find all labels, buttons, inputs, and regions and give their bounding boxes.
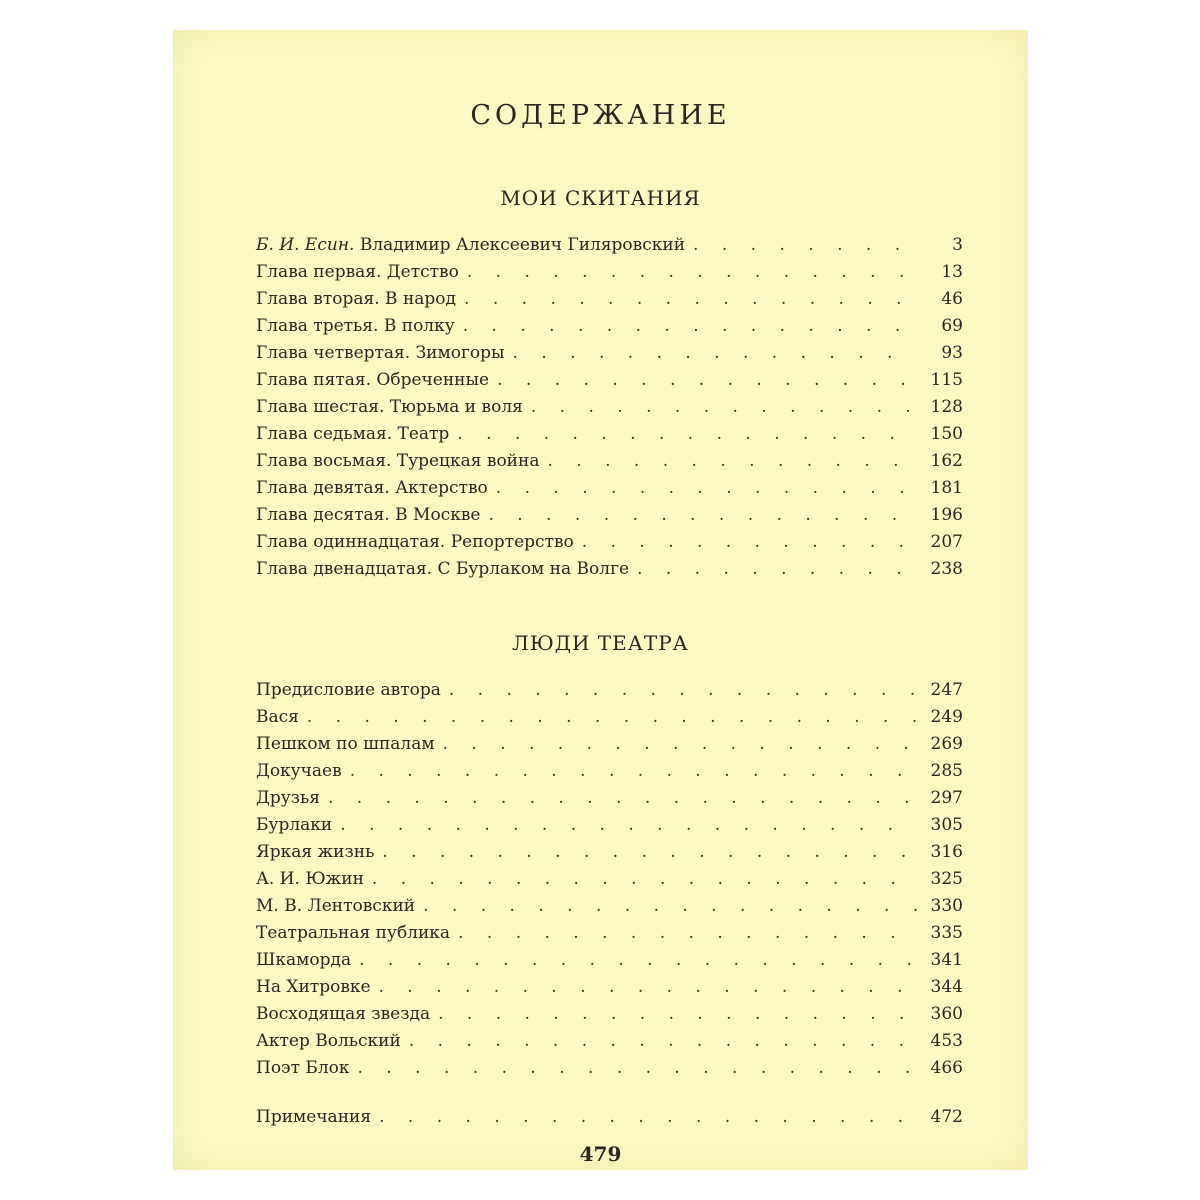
toc-entry-title: Примечания bbox=[256, 1107, 372, 1127]
toc-entry bbox=[256, 893, 963, 920]
toc-entry bbox=[256, 367, 963, 394]
toc-entry-title: Глава девятая. Актерство bbox=[256, 478, 488, 498]
toc-entry-page: 316 bbox=[930, 842, 963, 862]
toc-list-moi-skitaniya bbox=[256, 232, 963, 583]
toc-entry bbox=[256, 731, 963, 758]
dot-leader bbox=[488, 502, 917, 529]
toc-entry bbox=[256, 920, 963, 947]
dot-leader bbox=[513, 340, 917, 367]
toc-entry bbox=[256, 232, 963, 259]
toc-entry bbox=[256, 812, 963, 839]
toc-entry-title: Поэт Блок bbox=[256, 1058, 350, 1078]
toc-list-lyudi-teatra bbox=[256, 677, 963, 1082]
toc-entry bbox=[256, 974, 963, 1001]
toc-entry-page: 69 bbox=[941, 316, 963, 336]
dot-leader bbox=[637, 556, 917, 583]
toc-entry-title: М. В. Лентовский bbox=[256, 896, 416, 916]
toc-entry-page: 13 bbox=[941, 262, 963, 282]
toc-entry-title: Глава вторая. В народ bbox=[256, 289, 457, 309]
toc-entry bbox=[256, 529, 963, 556]
dot-leader bbox=[547, 448, 917, 475]
toc-entry-title: Шкаморда bbox=[256, 950, 352, 970]
dot-leader bbox=[359, 947, 917, 974]
toc-entry-page: 344 bbox=[930, 977, 963, 997]
toc-entry-author: Б. И. Есин. bbox=[256, 235, 355, 255]
toc-entry-title: Глава первая. Детство bbox=[256, 262, 459, 282]
dot-leader bbox=[464, 286, 917, 313]
dot-leader bbox=[379, 974, 917, 1001]
toc-entry bbox=[256, 313, 963, 340]
toc-entry-title: А. И. Южин bbox=[256, 869, 364, 889]
book-page bbox=[173, 30, 1028, 1170]
toc-entry-title: Глава третья. В полку bbox=[256, 316, 455, 336]
toc-entry bbox=[256, 758, 963, 785]
toc-entry-notes bbox=[256, 1104, 963, 1131]
dot-leader bbox=[350, 758, 917, 785]
toc-entry-title: Глава двенадцатая. С Бурлаком на Волге bbox=[256, 559, 630, 579]
page-number: 479 bbox=[579, 1142, 622, 1166]
toc-entry-page: 249 bbox=[930, 707, 963, 727]
toc-entry-title: Глава десятая. В Москве bbox=[256, 505, 481, 525]
toc-entry-title: На Хитровке bbox=[256, 977, 371, 997]
toc-entry-page: 297 bbox=[930, 788, 963, 808]
toc-entry bbox=[256, 1001, 963, 1028]
toc-entry bbox=[256, 947, 963, 974]
dot-leader bbox=[358, 1055, 917, 1082]
dot-leader bbox=[382, 839, 917, 866]
toc-entry bbox=[256, 340, 963, 367]
dot-leader bbox=[423, 893, 917, 920]
toc-entry-title: Глава одиннадцатая. Репортерство bbox=[256, 532, 574, 552]
dot-leader bbox=[307, 704, 917, 731]
toc-entry-page: 238 bbox=[930, 559, 963, 579]
toc-entry bbox=[256, 556, 963, 583]
toc-entry-title: Друзья bbox=[256, 788, 320, 808]
dot-leader bbox=[328, 785, 917, 812]
toc-list-notes bbox=[256, 1104, 963, 1131]
toc-entry bbox=[256, 421, 963, 448]
toc-entry bbox=[256, 785, 963, 812]
dot-leader bbox=[379, 1104, 917, 1131]
toc-entry-page: 269 bbox=[930, 734, 963, 754]
toc-entry-title: Предисловие автора bbox=[256, 680, 441, 700]
toc-entry-title: Восходящая звезда bbox=[256, 1004, 431, 1024]
toc-entry-page: 335 bbox=[930, 923, 963, 943]
toc-entry-title: Пешком по шпалам bbox=[256, 734, 435, 754]
toc-entry-page: 466 bbox=[930, 1058, 963, 1078]
toc-entry bbox=[256, 286, 963, 313]
toc-entry-page: 472 bbox=[930, 1107, 963, 1127]
toc-entry-title: Глава пятая. Обреченные bbox=[256, 370, 490, 390]
dot-leader bbox=[457, 421, 917, 448]
toc-entry-title: Докучаев bbox=[256, 761, 342, 781]
dot-leader bbox=[497, 367, 917, 394]
toc-entry-page: 330 bbox=[930, 896, 963, 916]
toc-entry-page: 162 bbox=[930, 451, 963, 471]
toc-entry-page: 46 bbox=[941, 289, 963, 309]
dot-leader bbox=[443, 731, 917, 758]
dot-leader bbox=[449, 677, 917, 704]
toc-entry-page: 115 bbox=[930, 370, 963, 390]
toc-entry-title: Глава седьмая. Театр bbox=[256, 424, 450, 444]
toc-entry-page: 196 bbox=[930, 505, 963, 525]
dot-leader bbox=[372, 866, 917, 893]
dot-leader bbox=[458, 920, 917, 947]
toc-entry-page: 325 bbox=[930, 869, 963, 889]
section-heading-moi-skitaniya: МОИ СКИТАНИЯ bbox=[500, 186, 701, 210]
toc-entry-title bbox=[256, 232, 685, 259]
toc-entry-page: 93 bbox=[941, 343, 963, 363]
toc-entry-page: 360 bbox=[930, 1004, 963, 1024]
toc-entry-title: Глава восьмая. Турецкая война bbox=[256, 451, 540, 471]
dot-leader bbox=[340, 812, 917, 839]
page-title: СОДЕРЖАНИЕ bbox=[470, 100, 731, 131]
toc-entry bbox=[256, 259, 963, 286]
toc-entry bbox=[256, 448, 963, 475]
toc-entry bbox=[256, 475, 963, 502]
toc-entry-page: 3 bbox=[952, 235, 963, 255]
toc-entry bbox=[256, 1028, 963, 1055]
toc-entry bbox=[256, 839, 963, 866]
toc-entry-title-text: Владимир Алексеевич Гиляровский bbox=[359, 235, 686, 255]
toc-entry-page: 453 bbox=[930, 1031, 963, 1051]
dot-leader bbox=[531, 394, 917, 421]
section-heading-lyudi-teatra: ЛЮДИ ТЕАТРА bbox=[512, 631, 689, 655]
dot-leader bbox=[438, 1001, 917, 1028]
toc-entry bbox=[256, 866, 963, 893]
toc-entry bbox=[256, 394, 963, 421]
dot-leader bbox=[467, 259, 917, 286]
toc-entry-page: 181 bbox=[930, 478, 963, 498]
toc-entry bbox=[256, 1055, 963, 1082]
toc-entry-title: Театральная публика bbox=[256, 923, 451, 943]
toc-entry bbox=[256, 704, 963, 731]
toc-entry-page: 128 bbox=[930, 397, 963, 417]
dot-leader bbox=[463, 313, 917, 340]
toc-entry bbox=[256, 502, 963, 529]
toc-entry-title: Актер Вольский bbox=[256, 1031, 401, 1051]
toc-entry-title: Бурлаки bbox=[256, 815, 333, 835]
dot-leader bbox=[693, 232, 917, 259]
toc-entry-page: 305 bbox=[930, 815, 963, 835]
toc-entry-title: Глава шестая. Тюрьма и воля bbox=[256, 397, 523, 417]
toc-entry bbox=[256, 677, 963, 704]
toc-entry-title: Глава четвертая. Зимогоры bbox=[256, 343, 505, 363]
dot-leader bbox=[409, 1028, 917, 1055]
toc-entry-page: 247 bbox=[930, 680, 963, 700]
toc-entry-page: 285 bbox=[930, 761, 963, 781]
dot-leader bbox=[496, 475, 917, 502]
toc-entry-page: 341 bbox=[930, 950, 963, 970]
toc-entry-title: Вася bbox=[256, 707, 299, 727]
toc-entry-page: 207 bbox=[930, 532, 963, 552]
toc-entry-title: Яркая жизнь bbox=[256, 842, 375, 862]
toc-entry-page: 150 bbox=[930, 424, 963, 444]
dot-leader bbox=[582, 529, 917, 556]
